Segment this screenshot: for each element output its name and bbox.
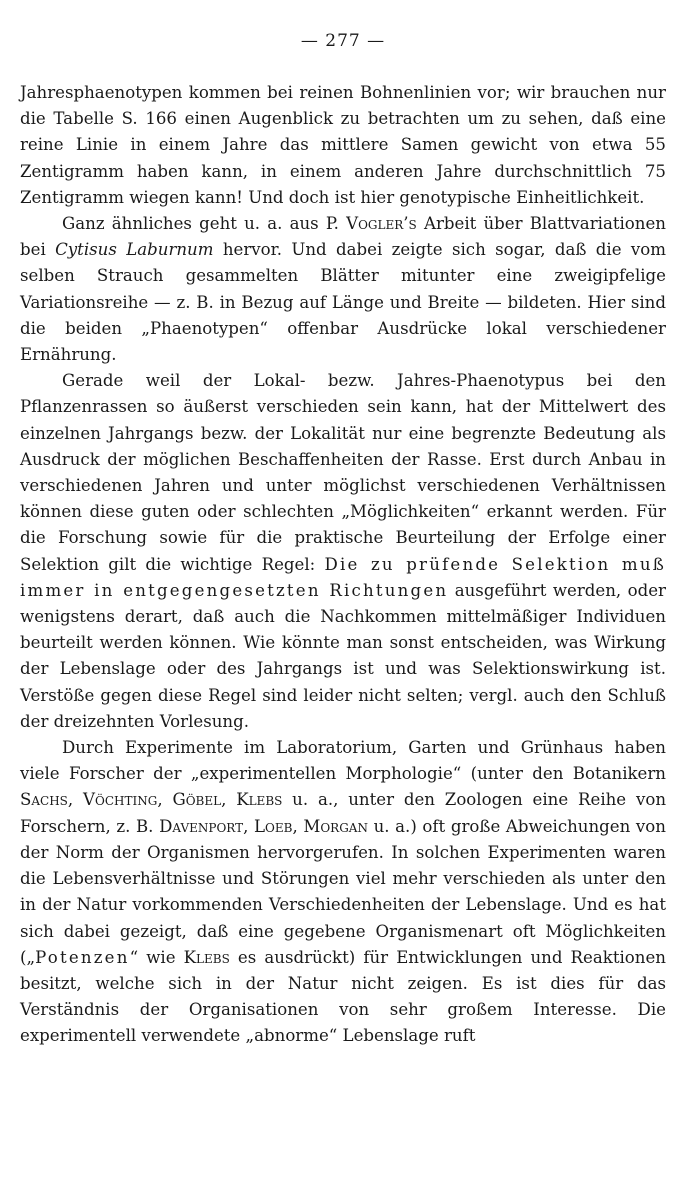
text-run: , [221, 790, 237, 810]
text-run: es ausdrückt) für Entwicklungen und Reaktionen besitzt, welche sich in der Natur nicht zeigen. Es ist dies für das Verständnis der Organisationen von sehr großem Interesse. Die experimentell verwendete „abnorme“ Lebenslage ruft [20, 947, 666, 1046]
author-name: Klebs [183, 947, 230, 967]
spaced-emphasis: Potenzen [35, 947, 130, 967]
paragraph-p3 [20, 368, 666, 735]
text-run: ausgeführt werden, oder wenigstens derart, daß auch die Nachkommen mittelmäßiger Individuen beurteilt werden können. Wie könnte man sonst entscheiden, was Wirkung der Lebenslage oder des Jahrgangs ist und was Selektionswirkung ist. Verstöße gegen diese Regel sind leider nicht selten; vergl. auch den Schluß der dreizehnten Vorlesung. [20, 580, 666, 731]
author-name: Loeb [254, 816, 293, 836]
author-name: Morgan [303, 816, 368, 836]
text-run: Ganz ähnliches geht u. a. aus P. [62, 214, 347, 234]
text-run: Jahresphaenotypen kommen bei reinen Bohnenlinien vor; wir brauchen nur die Tabelle S. 166 einen Augenblick zu betrachten um zu sehen, daß eine reine Linie in einem Jahre das mittlere Samen gewicht von etwa 55 Zentigramm haben kann, in einem anderen Jahre durchschnittlich 75 Zentigramm wiegen kann! Und doch ist hier genotypische Einheitlichkeit. [20, 83, 666, 207]
text-run: Arbeit über Blattvariationen bei [20, 214, 666, 260]
text-run: , [292, 816, 304, 836]
text-run: u. a.) oft große Abweichungen von der Norm der Organismen hervorgerufen. In solchen Experimenten waren die Lebensverhältnisse und Störungen viel mehr verschieden als unter den in der Natur vorkommenden Verschiedenheiten der Lebenslage. Und es hat sich dabei gezeigt, daß eine gegebene Organismenart oft Möglichkeiten („ [20, 816, 666, 967]
author-name: Klebs [236, 790, 283, 810]
text-run: Durch Experimente im Laboratorium, Garten und Grünhaus haben viele Forscher der „experimentellen Morphologie“ (unter den Botanikern [20, 738, 666, 784]
body-text [20, 80, 666, 1050]
author-name: Davenport [159, 816, 244, 836]
author-name: Vöchting [83, 790, 158, 810]
spaced-emphasis: Die zu prüfende Selektion muß immer in entgegengesetzten Richtungen [20, 554, 666, 600]
author-name: Vogler’s [346, 214, 417, 234]
author-name: Sachs [20, 790, 68, 810]
italic-text: Cytisus Laburnum [55, 240, 214, 260]
text-run: u. a., unter den Zoologen eine Reihe von Forschern, z. B. [20, 790, 667, 836]
paragraph-p1 [20, 80, 666, 211]
paragraph-p2 [20, 211, 666, 368]
author-name: Göbel [172, 790, 222, 810]
text-run: , [243, 816, 255, 836]
text-run: , [67, 790, 84, 810]
text-run: , [157, 790, 173, 810]
text-run: Gerade weil der Lokal- bezw. Jahres-Phaenotypus bei den Pflanzenrassen so äußerst verschieden sein kann, hat der Mittelwert des einzelnen Jahrgangs bezw. der Lokalität nur eine begrenzte Bedeutung als Ausdruck der möglichen Beschaffenheiten der Rasse. Erst durch Anbau in verschiedenen Jahren und unter möglichst verschiedenen Verhältnissen können diese guten oder schlechten „Möglichkeiten“ erkannt werden. Für die Forschung sowie für die praktische Beurteilung der Erfolge einer Selektion gilt die wichtige Regel: [20, 371, 666, 574]
page-number: — 277 — [300, 31, 386, 51]
text-run: hervor. Und dabei zeigte sich sogar, daß die vom selben Strauch gesammelten Blätter mitunter eine zweigipfelige Variationsreihe — z. B. in Bezug auf Länge und Breite — bildeten. Hier sind die beiden „Phaenotypen“ offenbar Ausdrücke lokal verschiedener Ernährung. [20, 240, 666, 365]
paragraph-p4 [20, 735, 666, 1049]
text-run: “ wie [129, 947, 184, 967]
